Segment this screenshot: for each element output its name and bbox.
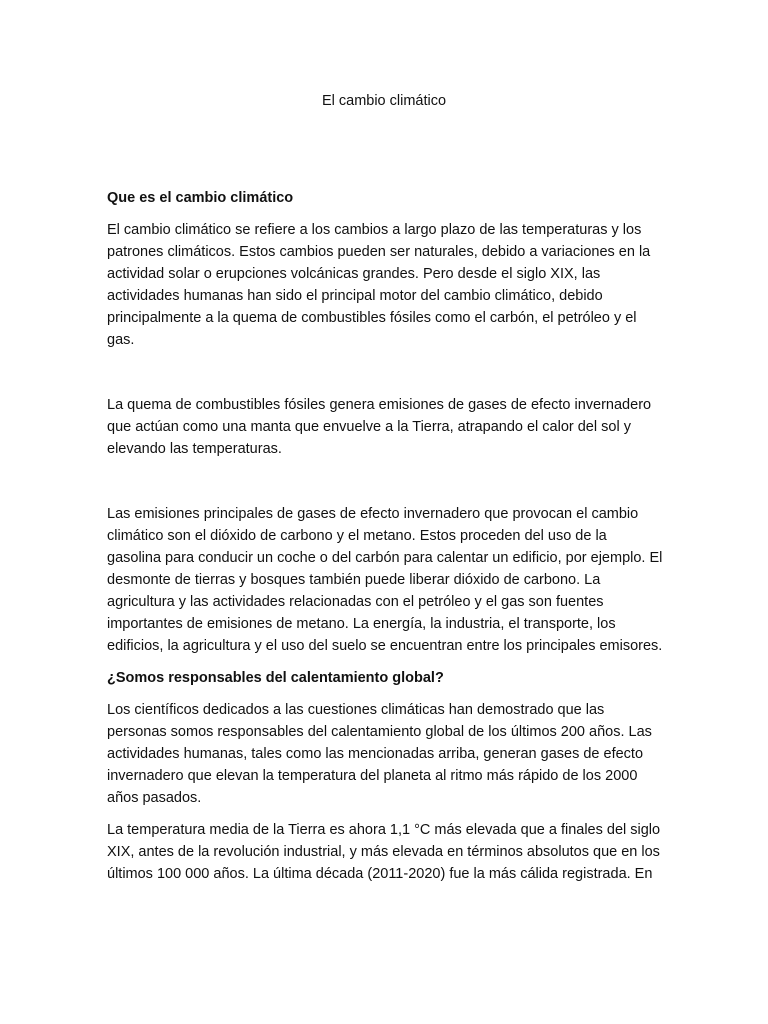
section-heading-que-es: Que es el cambio climático xyxy=(107,190,294,206)
paragraph-scientists: Los científicos dedicados a las cuestiones climáticas han demostrado que las personas somos responsables del calentamiento global de los últimos 200 años. Las actividades humanas, tales como las mencionadas arriba, generan gases de efecto invernadero que elevan la temperatura del planeta al ritmo más rápido de los 2000 años pasados. xyxy=(107,702,652,806)
paragraph-emissions: Las emisiones principales de gases de efecto invernadero que provocan el cambio climático son el dióxido de carbono y el metano. Estos proceden del uso de la gasolina para conducir un coche o del carbón para calentar un edificio, por ejemplo. El desmonte de tierras y bosques también puede liberar dióxido de carbono. La agricultura y las actividades relacionadas con el petróleo y el gas son fuentes importantes de emisiones de metano. La energía, la industria, el transporte, los edificios, la agricultura y el uso del suelo se encuentran entre los principales emisores. xyxy=(107,506,663,654)
paragraph-definition: El cambio climático se refiere a los cambios a largo plazo de las temperaturas y los patrones climáticos. Estos cambios pueden ser naturales, debido a variaciones en la actividad solar o erupciones volcánicas grandes. Pero desde el siglo XIX, las actividades humanas han sido el principal motor del cambio climático, debido principalmente a la quema de combustibles fósiles como el carbón, el petróleo y el gas. xyxy=(107,222,651,348)
paragraph-fossil-fuels: La quema de combustibles fósiles genera emisiones de gases de efecto invernadero que actúan como una manta que envuelve a la Tierra, atrapando el calor del sol y elevando las temperaturas. xyxy=(107,397,652,457)
document-body xyxy=(107,187,663,895)
paragraph-temperature: La temperatura media de la Tierra es ahora 1,1 °C más elevada que a finales del siglo XIX, antes de la revolución industrial, y más elevada en términos absolutos que en los últimos 100 000 años. La última década (2011-2020) fue la más cálida registrada. En xyxy=(107,822,661,882)
section-heading-responsables: ¿Somos responsables del calentamiento global? xyxy=(107,670,444,686)
document-title: El cambio climático xyxy=(321,93,447,109)
